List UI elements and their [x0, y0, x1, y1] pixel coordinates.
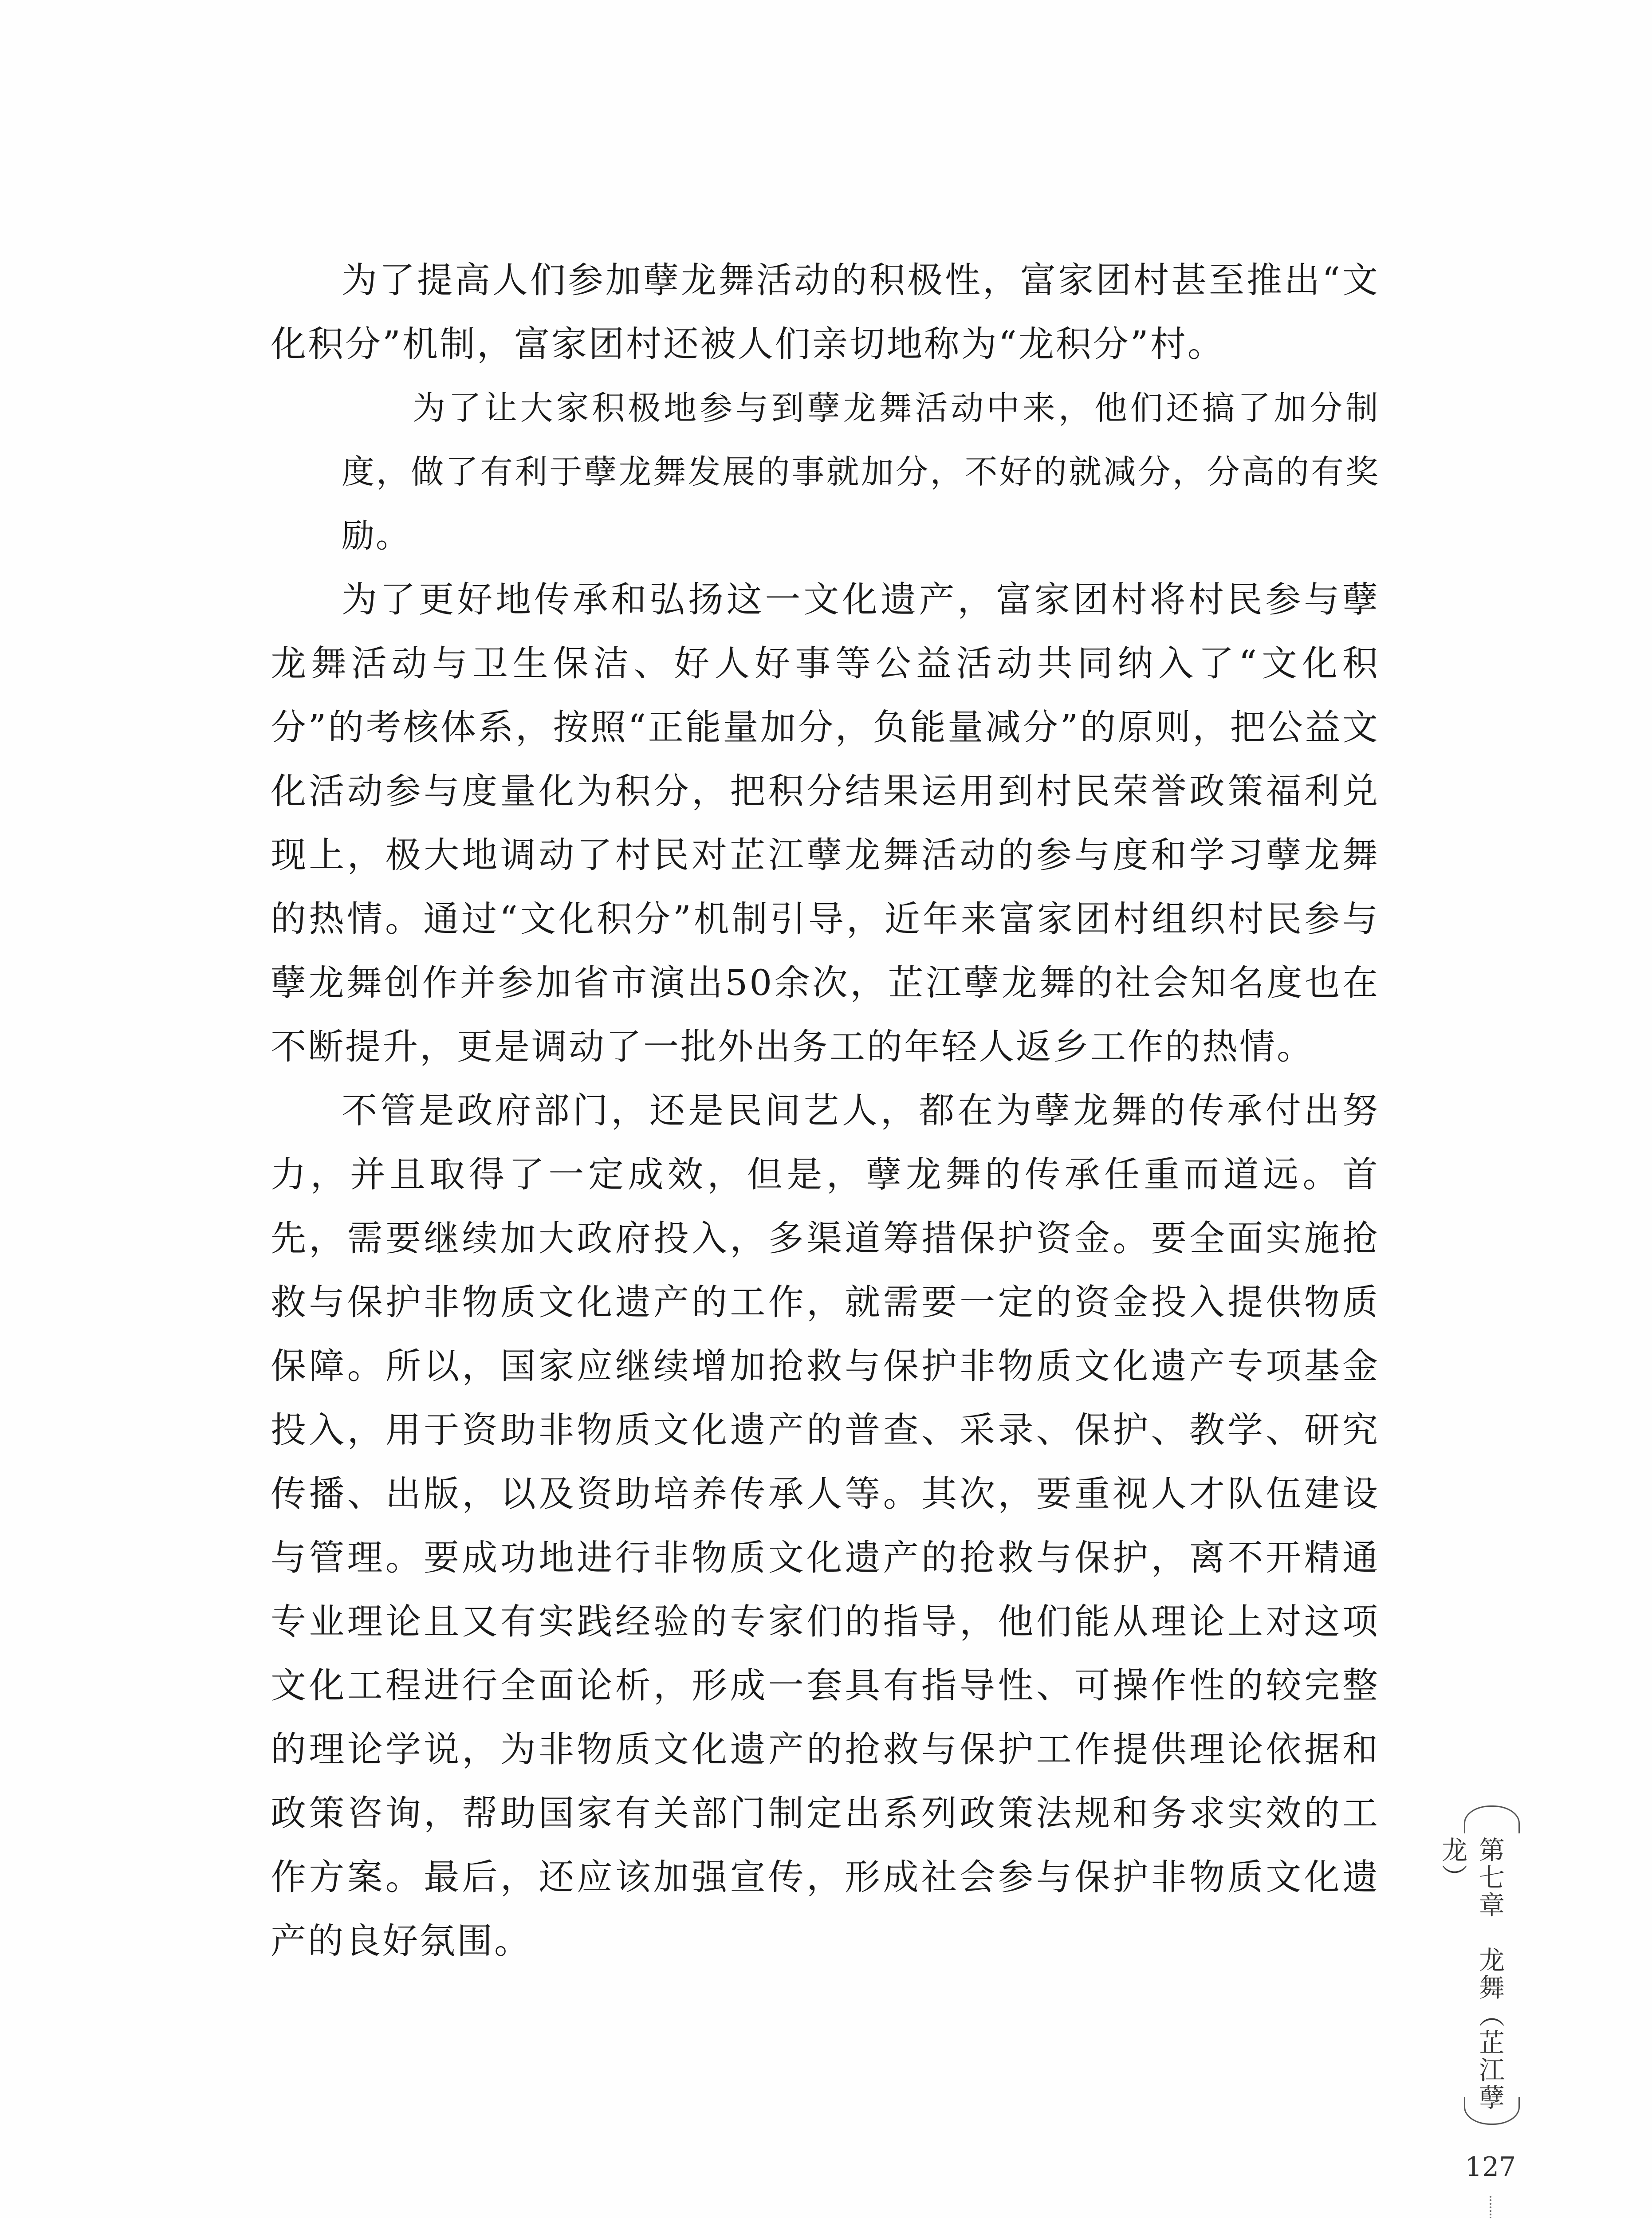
- paragraph-1: 为了提高人们参加孽龙舞活动的积极性，富家团村甚至推出“文化积分”机制，富家团村还被人们亲切地称为“龙积分”村。: [271, 260, 1380, 365]
- page-number: 127: [1465, 2151, 1516, 2183]
- paragraph-3: 不管是政府部门，还是民间艺人，都在为孽龙舞的传承付出努力，并且取得了一定成效，但是，孽龙舞的传承任重而道远。首先，需要继续加大政府投入，多渠道筹措保护资金。要全面实施抢救与保护非物质文化遗产的工作，就需要一定的资金投入提供物质保障。所以，国家应继续增加抢救与保护非物质文化遗产专项基金投入，用于资助非物质文化遗产的普查、采录、保护、教学、研究传播、出版，以及资助培养传承人等。其次，要重视人才队伍建设与管理。要成功地进行非物质文化遗产的抢救与保护，离不开精通专业理论且又有实践经验的专家们的指导，他们能从理论上对这项文化工程进行全面论析，形成一套具有指导性、可操作性的较完整的理论学说，为非物质文化遗产的抢救与保护工作提供理论依据和政策咨询，帮助国家有关部门制定出系列政策法规和务求实效的工作方案。最后，还应该加强宣传，形成社会参与保护非物质文化遗产的良好氛围。: [271, 1090, 1380, 1962]
- chapter-title: 第七章 龙舞（芷江孽龙）: [1437, 1837, 1505, 2112]
- main-text: [271, 248, 1380, 1973]
- bracket-top: [1464, 1805, 1520, 1833]
- chapter-side-tab: [1437, 1805, 1522, 2125]
- paragraph-2: 为了更好地传承和弘扬这一文化遗产，富家团村将村民参与孽龙舞活动与卫生保洁、好人好事等公益活动共同纳入了“文化积分”的考核体系，按照“正能量加分，负能量减分”的原则，把公益文化活动参与度量化为积分，把积分结果运用到村民荣誉政策福利兑现上，极大地调动了村民对芷江孽龙舞活动的参与度和学习孽龙舞的热情。通过“文化积分”机制引导，近年来富家团村组织村民参与孽龙舞创作并参加省市演出50余次，芷江孽龙舞的社会知名度也在不断提升，更是调动了一批外出务工的年轻人返乡工作的热情。: [271, 579, 1380, 1067]
- bracket-bottom: [1464, 2097, 1520, 2125]
- block-quote: 为了让大家积极地参与到孽龙舞活动中来，他们还搞了加分制度，做了有利于孽龙舞发展的事就加分，不好的就减分，分高的有奖励。: [342, 389, 1380, 555]
- margin-dotted-line: [1490, 2196, 1491, 2218]
